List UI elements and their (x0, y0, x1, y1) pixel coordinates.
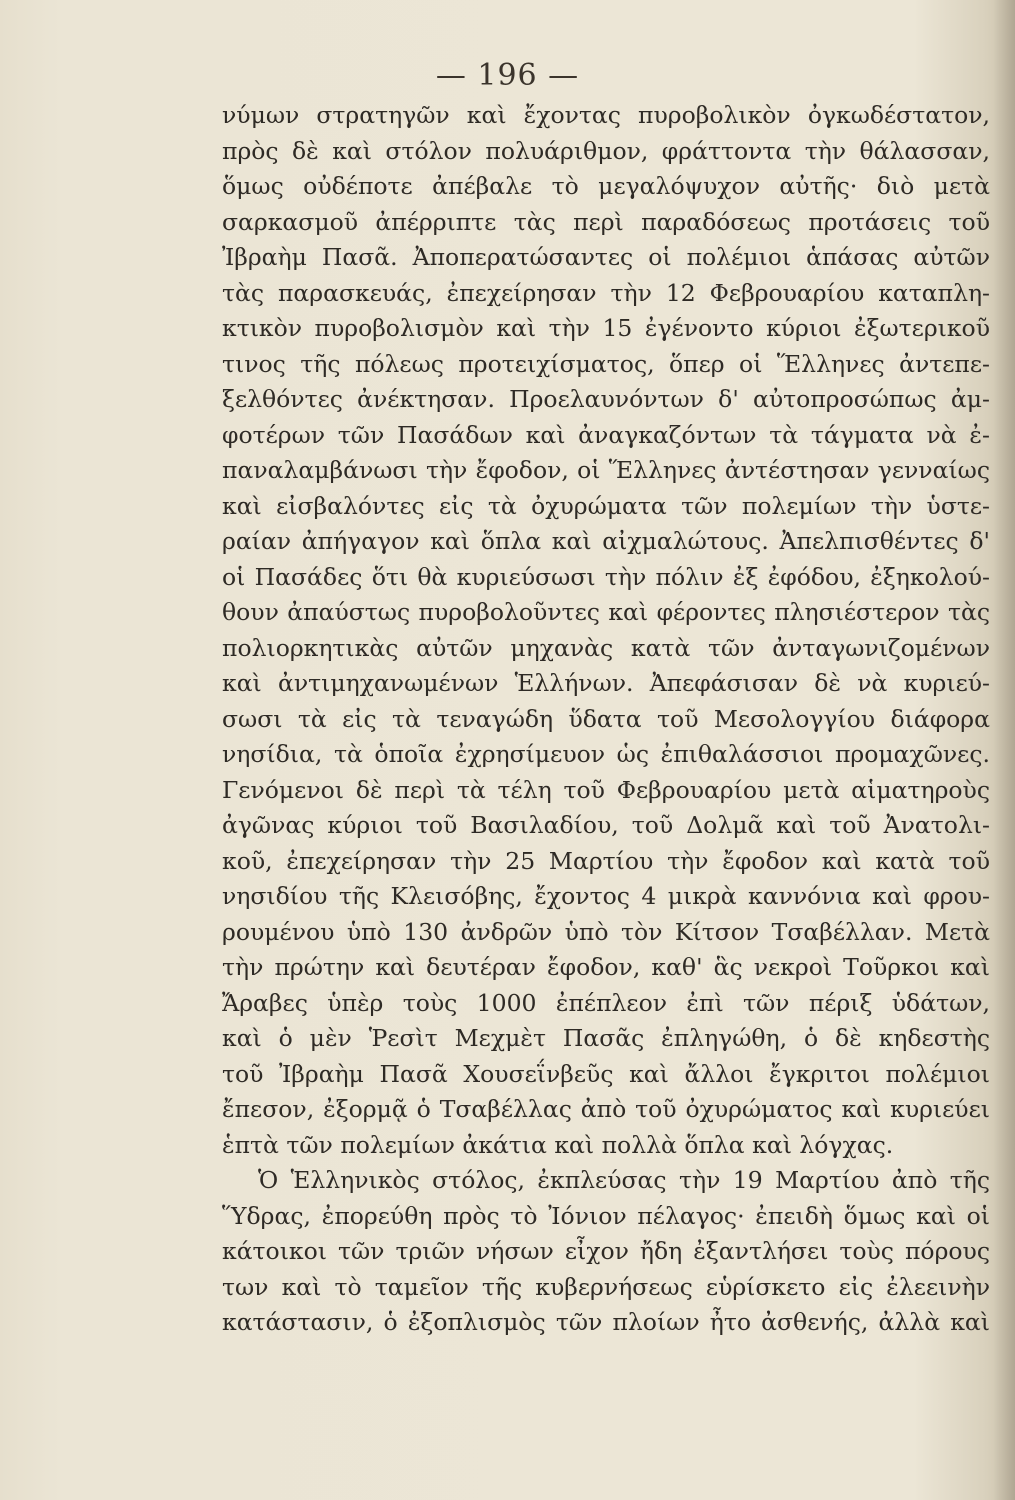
text-line: πολιορκητικὰς αὐτῶν μηχανὰς κατὰ τῶν ἀνταγωνιζομένων (222, 633, 990, 662)
text-line: νησίδια, τὰ ὁποῖα ἐχρησίμευον ὡς ἐπιθαλάσσιοι προμαχῶνες. (222, 740, 990, 768)
text-line: θουν ἀπαύστως πυροβολοῦντες καὶ φέροντες πλησιέστερον τὰς (222, 598, 990, 626)
text-line: φοτέρων τῶν Πασάδων καὶ ἀναγκαζόντων τὰ τάγματα νὰ ἐ- (222, 420, 990, 449)
text-line: σαρκασμοῦ ἀπέρριπτε τὰς περὶ παραδόσεως προτάσεις τοῦ (222, 207, 990, 236)
text-line: ξελθόντες ἀνέκτησαν. Προελαυνόντων δ' αὐτοπροσώπως ἀμ- (222, 385, 990, 413)
text-line: κοῦ, ἐπεχείρησαν τὴν 25 Μαρτίου τὴν ἔφοδον καὶ κατὰ τοῦ (222, 846, 990, 875)
text-line: νύμων στρατηγῶν καὶ ἔχοντας πυροβολικὸν ὀγκωδέστατον, (222, 101, 990, 129)
text-line: σωσι τὰ εἰς τὰ τεναγώδη ὕδατα τοῦ Μεσολογγίου διάφορα (222, 704, 990, 733)
text-line: νησιδίου τῆς Κλεισόβης, ἔχοντος 4 μικρὰ καννόνια καὶ φρου- (222, 882, 990, 910)
text-line: Ὁ Ἑλληνικὸς στόλος, ἐκπλεύσας τὴν 19 Μαρτίου ἀπὸ τῆς (258, 1166, 990, 1194)
body-text (222, 98, 990, 1341)
text-line: κάτοικοι τῶν τριῶν νήσων εἶχον ἤδη ἐξαντλήσει τοὺς πόρους (222, 1237, 990, 1265)
text-line: ἑπτὰ τῶν πολεμίων ἀκάτια καὶ πολλὰ ὅπλα καὶ λόγχας. (222, 1130, 894, 1159)
text-line: καὶ εἰσβαλόντες εἰς τὰ ὀχυρώματα τῶν πολεμίων τὴν ὑστε- (222, 491, 990, 520)
text-line: τὰς παρασκευάς, ἐπεχείρησαν τὴν 12 Φεβρουαρίου καταπλη- (222, 278, 990, 307)
text-line: ραίαν ἀπήγαγον καὶ ὅπλα καὶ αἰχμαλώτους. Ἀπελπισθέντες δ' (222, 527, 990, 555)
text-line: καὶ ἀντιμηχανωμένων Ἑλλήνων. Ἀπεφάσισαν δὲ νὰ κυριεύ- (222, 669, 990, 697)
text-line: τινος τῆς πόλεως προτειχίσματος, ὅπερ οἱ Ἕλληνες ἀντεπε- (222, 349, 990, 378)
text-line: πρὸς δὲ καὶ στόλον πολυάριθμον, φράττοντα τὴν θάλασσαν, (222, 136, 990, 165)
text-line: κτικὸν πυροβολισμὸν καὶ τὴν 15 ἐγένοντο κύριοι ἐξωτερικοῦ (222, 314, 990, 342)
text-line: ὅμως οὐδέποτε ἀπέβαλε τὸ μεγαλόψυχον αὐτῆς· διὸ μετὰ (222, 172, 990, 200)
text-line: κατάστασιν, ὁ ἐξοπλισμὸς τῶν πλοίων ἦτο ἀσθενής, ἀλλὰ καὶ (222, 1308, 990, 1336)
text-line: των καὶ τὸ ταμεῖον τῆς κυβερνήσεως εὑρίσκετο εἰς ἐλεεινὴν (222, 1272, 990, 1301)
page-edge-shadow (993, 0, 1015, 1500)
text-line: Ἄραβες ὑπὲρ τοὺς 1000 ἐπέπλεον ἐπὶ τῶν πέριξ ὑδάτων, (222, 988, 990, 1017)
text-line: ἀγῶνας κύριοι τοῦ Βασιλαδίου, τοῦ Δολμᾶ καὶ τοῦ Ἀνατολι- (222, 811, 990, 839)
page-number: — 196 — (435, 58, 580, 93)
text-line: τοῦ Ἰβραὴμ Πασᾶ Χουσεΐνβεῦς καὶ ἄλλοι ἔγκριτοι πολέμιοι (222, 1059, 990, 1088)
text-line: καὶ ὁ μὲν Ῥεσὶτ Μεχμὲτ Πασᾶς ἐπληγώθη, ὁ δὲ κηδεστὴς (222, 1024, 990, 1052)
text-line: παναλαμβάνωσι τὴν ἔφοδον, οἱ Ἕλληνες ἀντέστησαν γενναίως (222, 456, 990, 484)
text-line: Ὕδρας, ἐπορεύθη πρὸς τὸ Ἰόνιον πέλαγος· ἐπειδὴ ὅμως καὶ οἱ (222, 1201, 990, 1230)
text-line: Ἰβραὴμ Πασᾶ. Ἀποπερατώσαντες οἱ πολέμιοι ἁπάσας αὐτῶν (222, 243, 990, 271)
text-line: Γενόμενοι δὲ περὶ τὰ τέλη τοῦ Φεβρουαρίου μετὰ αἱματηροὺς (222, 775, 990, 804)
text-line: ἔπεσον, ἐξορμᾷ ὁ Τσαβέλλας ἀπὸ τοῦ ὀχυρώματος καὶ κυριεύει (222, 1095, 990, 1123)
text-line: ρουμένου ὑπὸ 130 ἀνδρῶν ὑπὸ τὸν Κίτσον Τσαβέλλαν. Μετὰ (222, 917, 990, 946)
text-line: τὴν πρώτην καὶ δευτέραν ἔφοδον, καθ' ἃς νεκροὶ Τοῦρκοι καὶ (222, 953, 990, 981)
text-line: οἱ Πασάδες ὅτι θὰ κυριεύσωσι τὴν πόλιν ἐξ ἐφόδου, ἐξηκολού- (222, 562, 990, 591)
